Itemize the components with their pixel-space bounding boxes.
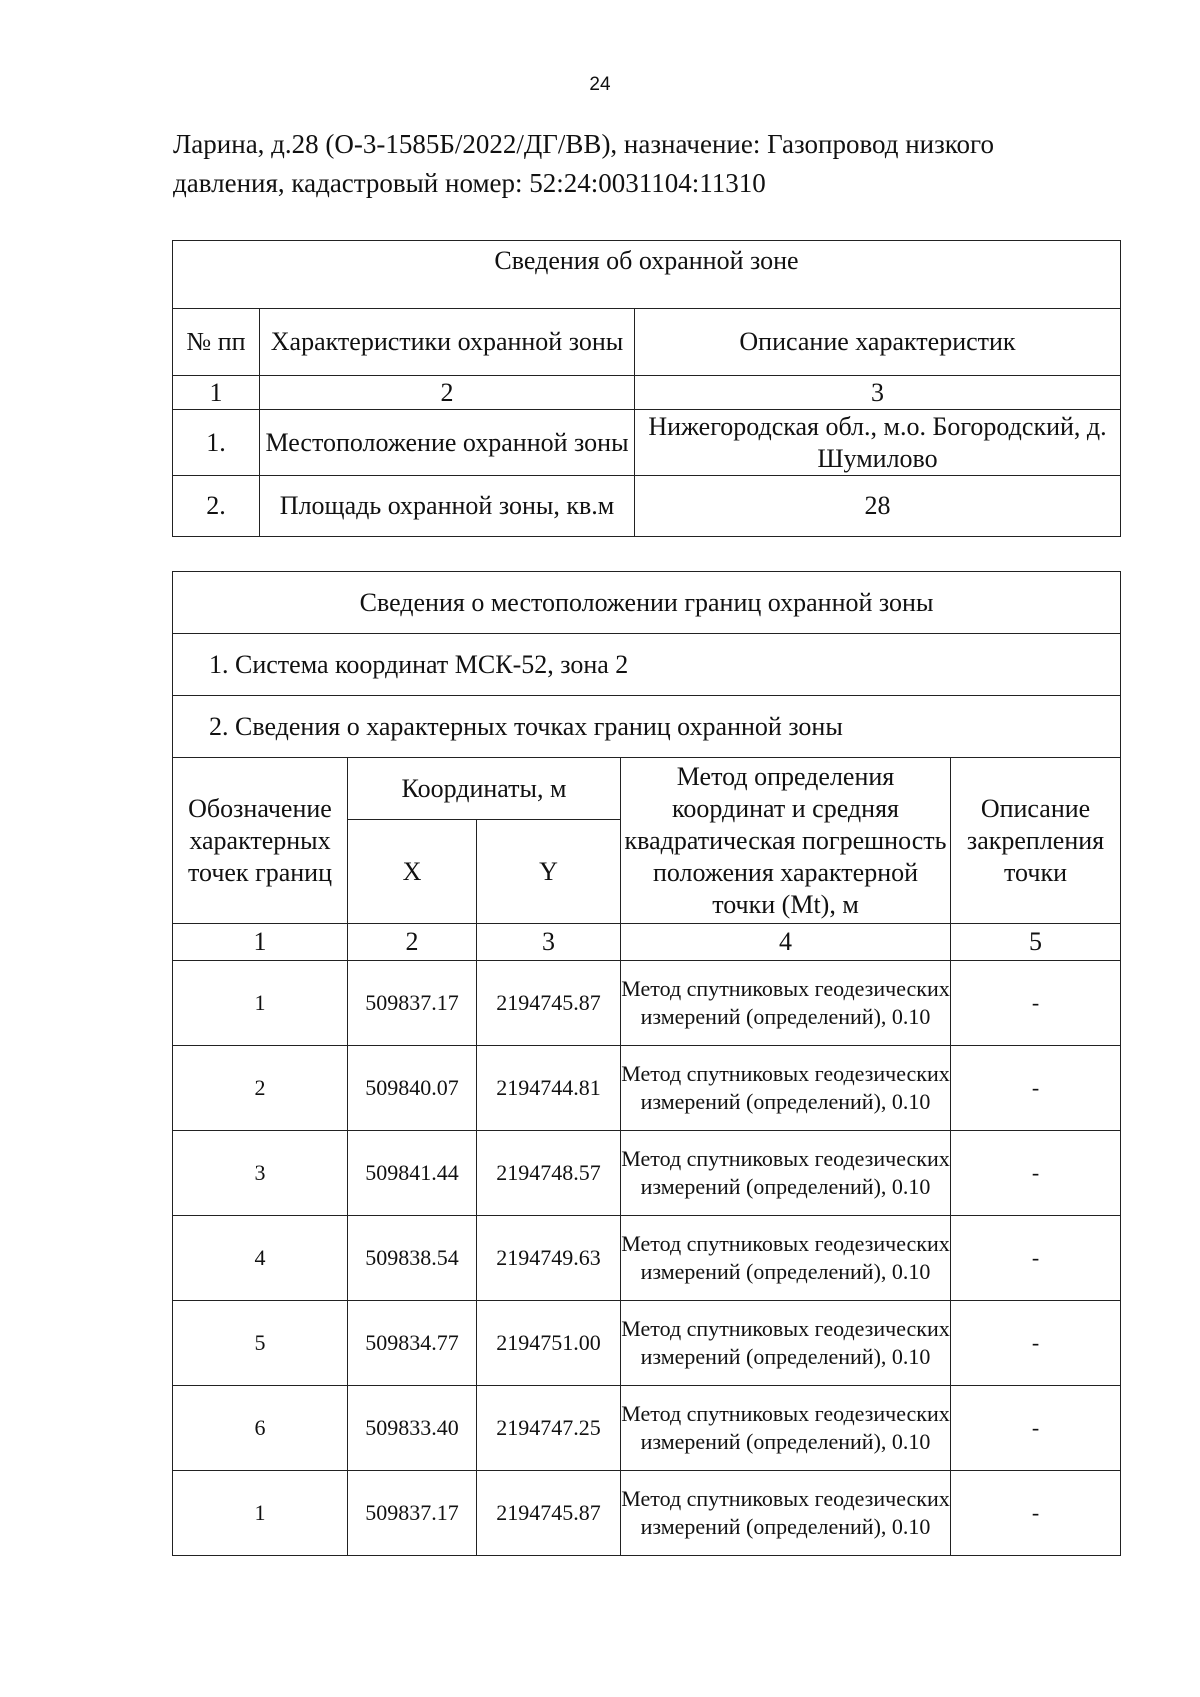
point-x: 509837.17	[348, 961, 477, 1046]
point-fixing: -	[951, 961, 1121, 1046]
table-row	[173, 1046, 1121, 1131]
row-number: 2.	[173, 476, 260, 537]
points-section-title: 2. Сведения о характерных точках границ охранной зоны	[173, 696, 1121, 758]
header-x: X	[348, 820, 477, 924]
header-description: Описание характеристик	[635, 309, 1121, 376]
header-characteristics: Характеристики охранной зоны	[260, 309, 635, 376]
boundary-table-title: Сведения о местоположении границ охранной зоны	[173, 572, 1121, 634]
coordinate-system: 1. Система координат МСК-52, зона 2	[173, 634, 1121, 696]
point-x: 509841.44	[348, 1131, 477, 1216]
header-fixing: Описание закрепления точки	[951, 758, 1121, 924]
index-cell: 3	[477, 924, 621, 961]
point-fixing: -	[951, 1471, 1121, 1556]
point-method: Метод спутниковых геодезических измерений (определений), 0.10	[621, 1131, 951, 1216]
point-x: 509834.77	[348, 1301, 477, 1386]
table-row	[173, 961, 1121, 1046]
point-method: Метод спутниковых геодезических измерений (определений), 0.10	[621, 1386, 951, 1471]
point-y: 2194745.87	[477, 1471, 621, 1556]
point-x: 509838.54	[348, 1216, 477, 1301]
index-cell: 1	[173, 376, 260, 410]
table-row	[173, 1131, 1121, 1216]
index-cell: 5	[951, 924, 1121, 961]
header-designation: Обозначение характерных точек границ	[173, 758, 348, 924]
point-id: 5	[173, 1301, 348, 1386]
point-x: 509837.17	[348, 1471, 477, 1556]
point-y: 2194747.25	[477, 1386, 621, 1471]
row-number: 1.	[173, 410, 260, 476]
point-x: 509833.40	[348, 1386, 477, 1471]
header-number: № пп	[173, 309, 260, 376]
table-row	[173, 1301, 1121, 1386]
header-coordinates: Координаты, м	[348, 758, 621, 820]
intro-line-1: Ларина, д.28 (О-3-1585Б/2022/ДГ/ВВ), назначение: Газопровод низкого	[173, 129, 994, 159]
point-fixing: -	[951, 1301, 1121, 1386]
point-y: 2194748.57	[477, 1131, 621, 1216]
zone-table-title: Сведения об охранной зоне	[173, 241, 1121, 309]
point-id: 2	[173, 1046, 348, 1131]
point-fixing: -	[951, 1216, 1121, 1301]
index-cell: 2	[260, 376, 635, 410]
row-characteristic: Местоположение охранной зоны	[260, 410, 635, 476]
point-y: 2194745.87	[477, 961, 621, 1046]
table-row	[173, 1471, 1121, 1556]
point-method: Метод спутниковых геодезических измерений (определений), 0.10	[621, 1471, 951, 1556]
intro-line-2: давления, кадастровый номер: 52:24:0031104:11310	[173, 168, 766, 198]
header-y: Y	[477, 820, 621, 924]
point-y: 2194744.81	[477, 1046, 621, 1131]
point-fixing: -	[951, 1046, 1121, 1131]
index-cell: 2	[348, 924, 477, 961]
point-id: 6	[173, 1386, 348, 1471]
index-cell: 3	[635, 376, 1121, 410]
row-description: 28	[635, 476, 1121, 537]
point-id: 1	[173, 961, 348, 1046]
point-y: 2194751.00	[477, 1301, 621, 1386]
point-method: Метод спутниковых геодезических измерений (определений), 0.10	[621, 1046, 951, 1131]
index-cell: 4	[621, 924, 951, 961]
point-x: 509840.07	[348, 1046, 477, 1131]
header-method: Метод определения координат и средняя квадратическая погрешность положения характерной точки (Mt), м	[621, 758, 951, 924]
page-number: 24	[589, 74, 611, 95]
point-fixing: -	[951, 1386, 1121, 1471]
row-characteristic: Площадь охранной зоны, кв.м	[260, 476, 635, 537]
table-row	[173, 1216, 1121, 1301]
table-row	[173, 1386, 1121, 1471]
point-method: Метод спутниковых геодезических измерений (определений), 0.10	[621, 1301, 951, 1386]
point-fixing: -	[951, 1131, 1121, 1216]
point-id: 1	[173, 1471, 348, 1556]
row-description: Нижегородская обл., м.о. Богородский, д. Шумилово	[635, 410, 1121, 476]
point-method: Метод спутниковых геодезических измерений (определений), 0.10	[621, 961, 951, 1046]
intro-paragraph	[173, 125, 1119, 203]
point-method: Метод спутниковых геодезических измерений (определений), 0.10	[621, 1216, 951, 1301]
point-id: 4	[173, 1216, 348, 1301]
point-y: 2194749.63	[477, 1216, 621, 1301]
boundary-location-table	[172, 571, 1121, 1556]
protection-zone-table	[172, 240, 1121, 537]
index-cell: 1	[173, 924, 348, 961]
point-id: 3	[173, 1131, 348, 1216]
